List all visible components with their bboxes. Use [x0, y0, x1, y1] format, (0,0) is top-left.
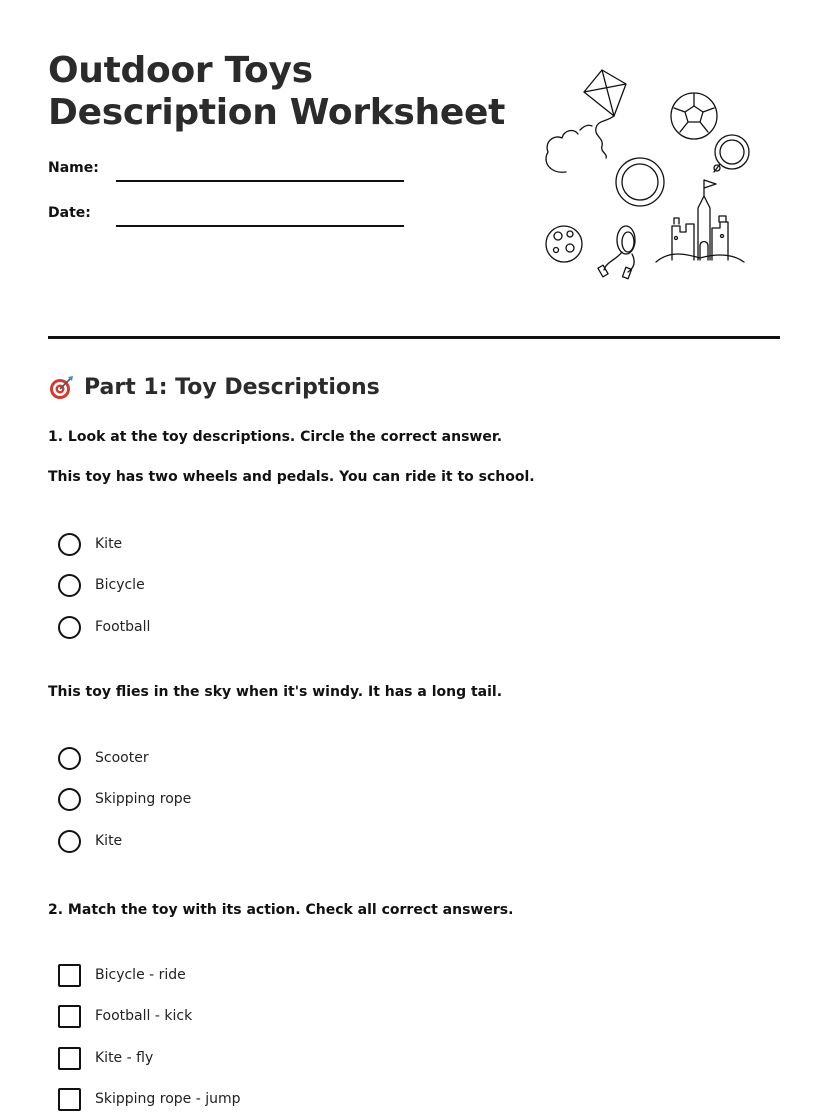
radio-option-bicycle[interactable]	[58, 573, 145, 597]
sand-castle-icon	[656, 180, 744, 262]
title-line-2: Description Worksheet	[48, 92, 506, 133]
option-label: Scooter	[95, 750, 149, 766]
checkbox-bicycle-ride[interactable]	[58, 963, 186, 987]
option-label: Kite - fly	[95, 1050, 154, 1066]
worksheet-title	[48, 50, 505, 134]
checkbox-square[interactable]	[58, 964, 81, 987]
radio-circle[interactable]	[58, 616, 81, 639]
option-label: Skipping rope - jump	[95, 1091, 241, 1107]
radio-circle[interactable]	[58, 533, 81, 556]
toys-illustration	[536, 62, 756, 280]
radio-option-kite[interactable]	[58, 532, 122, 556]
skipping-rope-icon	[598, 226, 635, 279]
ring-icon	[616, 158, 664, 206]
radio-option-skipping-rope[interactable]	[58, 787, 191, 811]
magnifier-icon	[714, 135, 749, 172]
option-label: Bicycle	[95, 577, 145, 593]
radio-circle[interactable]	[58, 574, 81, 597]
part1-title: Part 1: Toy Descriptions	[84, 374, 380, 400]
section-divider	[48, 336, 780, 339]
question-1a-prompt: This toy has two wheels and pedals. You can ride it to school.	[48, 469, 535, 485]
option-label: Kite	[95, 833, 123, 849]
ball-icon	[546, 226, 582, 262]
question-1-instruction: 1. Look at the toy descriptions. Circle the correct answer.	[48, 429, 503, 445]
option-label: Skipping rope	[95, 791, 192, 807]
title-line-1: Outdoor Toys	[48, 50, 313, 91]
date-label: Date:	[48, 205, 91, 221]
option-label: Bicycle - ride	[95, 967, 186, 983]
radio-option-football[interactable]	[58, 615, 150, 639]
radio-option-kite-2[interactable]	[58, 829, 122, 853]
checkbox-kite-fly[interactable]	[58, 1046, 153, 1070]
option-label: Kite	[95, 536, 123, 552]
question-1b-prompt: This toy flies in the sky when it's windy. It has a long tail.	[48, 684, 503, 700]
kite-icon	[584, 70, 626, 158]
name-label: Name:	[48, 160, 99, 176]
target-icon	[48, 374, 74, 400]
radio-option-scooter[interactable]	[58, 746, 149, 770]
football-icon	[671, 93, 717, 139]
option-label: Football - kick	[95, 1008, 193, 1024]
cloud-icon	[546, 125, 592, 172]
checkbox-square[interactable]	[58, 1088, 81, 1111]
part1-heading	[48, 374, 380, 400]
question-2-instruction: 2. Match the toy with its action. Check all correct answers.	[48, 902, 514, 918]
date-field[interactable]	[116, 225, 404, 227]
option-label: Football	[95, 619, 151, 635]
radio-circle[interactable]	[58, 788, 81, 811]
checkbox-square[interactable]	[58, 1047, 81, 1070]
name-field[interactable]	[116, 180, 404, 182]
checkbox-skipping-rope-jump[interactable]	[58, 1087, 241, 1111]
radio-circle[interactable]	[58, 830, 81, 853]
radio-circle[interactable]	[58, 747, 81, 770]
checkbox-square[interactable]	[58, 1005, 81, 1028]
checkbox-football-kick[interactable]	[58, 1004, 192, 1028]
